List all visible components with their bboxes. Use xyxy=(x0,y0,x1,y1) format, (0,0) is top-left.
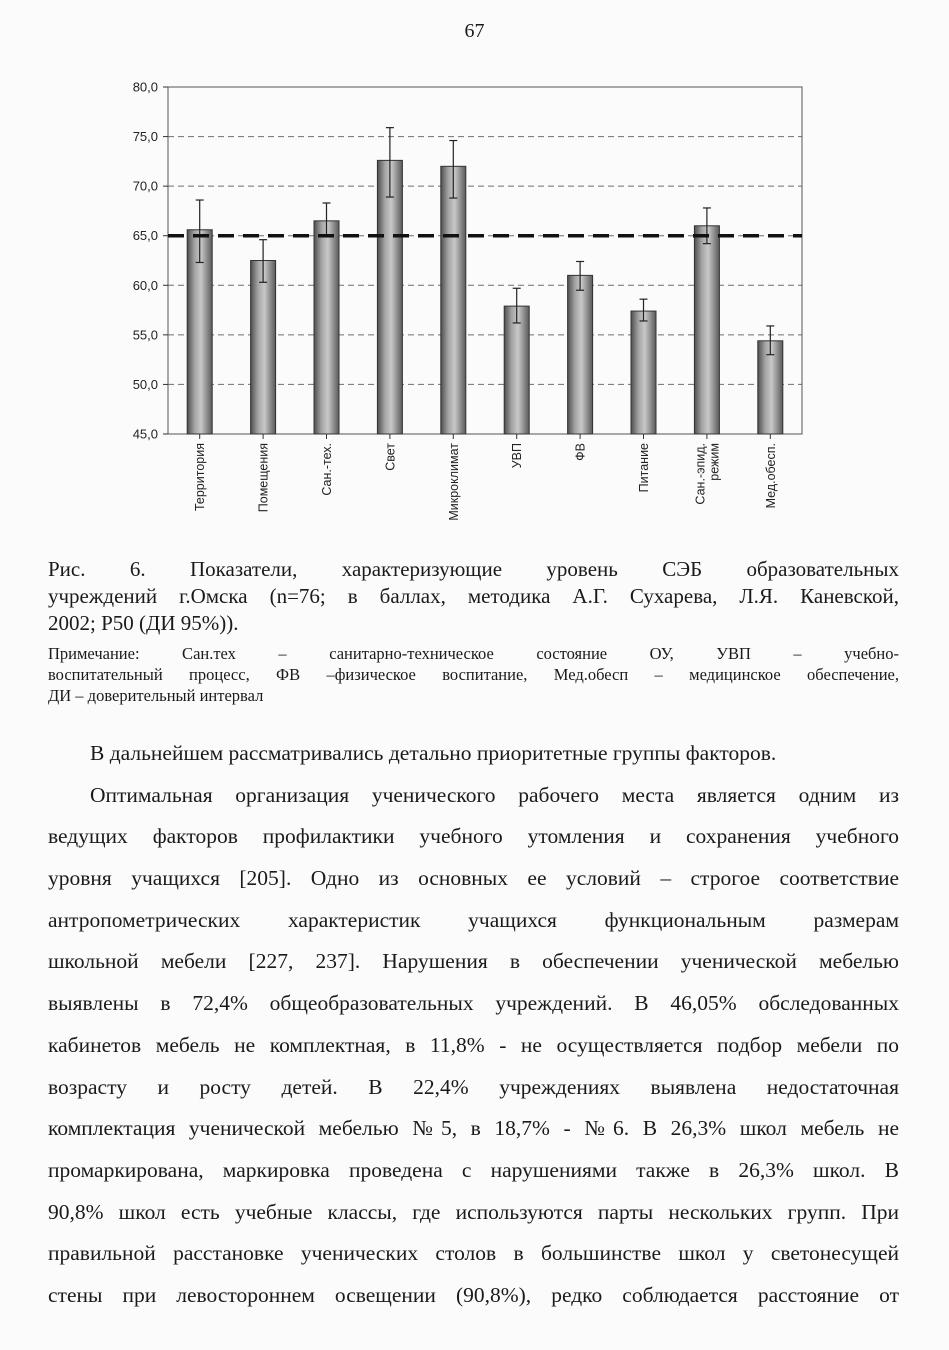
figure-caption xyxy=(48,556,899,637)
caption-line: 2002; P50 (ДИ 95%)). xyxy=(48,611,239,635)
bar xyxy=(251,261,276,435)
y-tick-label: 55,0 xyxy=(132,327,158,343)
bar xyxy=(504,306,529,434)
caption-line: учреждений г.Омска (n=76; в баллах, методика А.Г. Сухарева, Л.Я. Каневской, xyxy=(48,584,899,608)
page-number: 67 xyxy=(464,20,485,42)
x-category-label: режим xyxy=(707,443,722,481)
x-category-label: ФВ xyxy=(573,443,588,461)
paragraph-line: В дальнейшем рассматривались детально приоритетные группы факторов. xyxy=(90,741,777,765)
paragraph-line: выявлены в 72,4% общеобразовательных учреждений. В 46,05% обследованных xyxy=(48,991,899,1016)
y-tick-label: 70,0 xyxy=(132,178,158,194)
bar xyxy=(377,160,402,434)
paragraph-line: правильной расстановке ученических столов в большинстве школ у светонесущей xyxy=(48,1241,899,1266)
body-text xyxy=(48,738,899,1322)
bar xyxy=(568,275,593,434)
paragraph-line: 90,8% школ есть учебные классы, где используются парты нескольких групп. При xyxy=(48,1199,899,1224)
bar xyxy=(631,311,656,434)
paragraph-line: антропометрических характеристик учащихся функциональным размерам xyxy=(48,907,899,932)
paragraph-line: уровня учащихся [205]. Одно из основных ее условий – строгое соответствие xyxy=(48,866,899,891)
y-tick-label: 80,0 xyxy=(132,79,158,95)
paragraph-line: возрасту и росту детей. В 22,4% учреждениях выявлена недостаточная xyxy=(48,1074,899,1099)
x-axis-labels xyxy=(193,434,778,521)
bar xyxy=(441,166,466,434)
paragraph-line: школьной мебели [227, 237]. Нарушения в обеспечении ученической мебелью xyxy=(48,949,899,974)
x-category-label: Территория xyxy=(193,443,208,512)
note-line: Примечание: Сан.тех – санитарно-техническое состояние ОУ, УВП – учебно- xyxy=(48,644,899,663)
caption-line: Рис. 6. Показатели, характеризующие уровень СЭБ образовательных xyxy=(48,557,899,581)
bar xyxy=(694,226,719,434)
x-category-label: Микроклимат xyxy=(446,443,461,521)
bar xyxy=(314,221,339,434)
x-category-label: Мед.обесп. xyxy=(763,443,778,509)
y-tick-label: 65,0 xyxy=(132,228,158,244)
note-line: воспитательный процесс, ФВ –физическое воспитание, Мед.обесп – медицинское обеспечение, xyxy=(48,665,899,684)
y-tick-label: 45,0 xyxy=(132,426,158,442)
paragraph-line: промаркирована, маркировка проведена с нарушениями также в 26,3% школ. В xyxy=(48,1157,899,1182)
y-tick-label: 50,0 xyxy=(132,376,158,392)
paragraph-line: стены при левостороннем освещении (90,8%), редко соблюдается расстояние от xyxy=(48,1282,899,1307)
x-category-label: УВП xyxy=(510,443,525,469)
y-axis-ticks xyxy=(133,80,168,442)
paragraph-line: комплектация ученической мебелью №5, в 18,7% - №6. В 26,3% школ мебель не xyxy=(48,1116,899,1141)
paragraph-line: кабинетов мебель не комплектная, в 11,8% - не осуществляется подбор мебели по xyxy=(48,1032,899,1057)
paragraph-line: ведущих факторов профилактики учебного утомления и сохранения учебного xyxy=(48,824,899,849)
y-tick-label: 75,0 xyxy=(132,129,158,145)
figure-note xyxy=(48,643,899,706)
x-category-label: Питание xyxy=(637,443,651,493)
x-category-label: Сан.-тех. xyxy=(320,443,334,496)
note-line: ДИ – доверительный интервал xyxy=(48,686,264,705)
paragraph-line: Оптимальная организация ученического рабочего места является одним из xyxy=(90,782,899,807)
chart-bars xyxy=(187,128,783,434)
x-category-label: Свет xyxy=(383,443,398,471)
x-category-label: Помещения xyxy=(256,443,271,513)
y-tick-label: 60,0 xyxy=(132,277,158,293)
bar-chart xyxy=(0,0,949,560)
x-category-label: Сан.-эпид. xyxy=(693,443,708,505)
